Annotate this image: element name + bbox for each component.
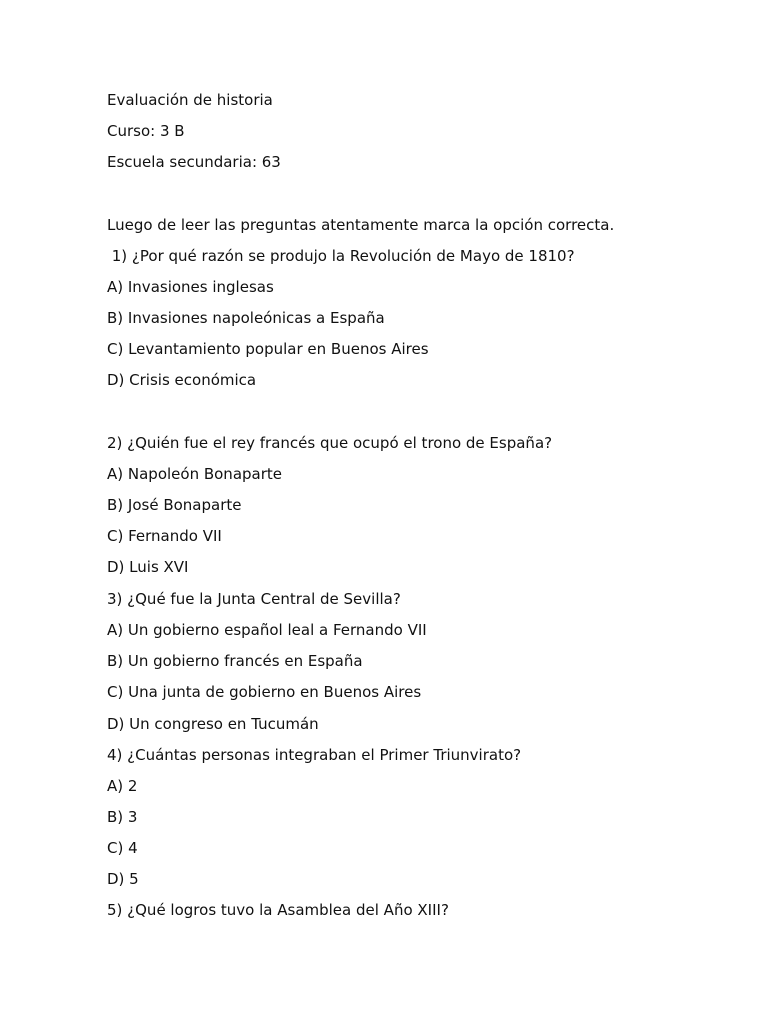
question-1-option-a: A) Invasiones inglesas — [107, 278, 274, 296]
question-4-option-c: C) 4 — [107, 839, 138, 857]
question-4-option-a: A) 2 — [107, 777, 138, 795]
question-2-option-b: B) José Bonaparte — [107, 496, 242, 514]
question-2-option-a: A) Napoleón Bonaparte — [107, 465, 282, 483]
question-4-option-d: D) 5 — [107, 870, 139, 888]
question-2-option-c: C) Fernando VII — [107, 527, 222, 545]
question-3-text: 3) ¿Qué fue la Junta Central de Sevilla? — [107, 590, 401, 608]
school-line: Escuela secundaria: 63 — [107, 153, 281, 171]
question-1-option-d: D) Crisis económica — [107, 371, 257, 389]
question-2-text: 2) ¿Quién fue el rey francés que ocupó el trono de España? — [107, 434, 553, 452]
instructions-text: Luego de leer las preguntas atentamente marca la opción correcta. — [107, 216, 615, 234]
question-1-text: 1) ¿Por qué razón se produjo la Revolución de Mayo de 1810? — [107, 247, 575, 265]
question-2-option-d: D) Luis XVI — [107, 558, 189, 576]
question-4-text: 4) ¿Cuántas personas integraban el Primer Triunvirato? — [107, 746, 522, 764]
question-1-option-b: B) Invasiones napoleónicas a España — [107, 309, 385, 327]
course-line: Curso: 3 B — [107, 122, 185, 140]
question-3-option-d: D) Un congreso en Tucumán — [107, 715, 319, 733]
document-title: Evaluación de historia — [107, 91, 273, 109]
question-5-text: 5) ¿Qué logros tuvo la Asamblea del Año XIII? — [107, 901, 449, 919]
question-3-option-b: B) Un gobierno francés en España — [107, 652, 363, 670]
question-1-option-c: C) Levantamiento popular en Buenos Aires — [107, 340, 429, 358]
question-3-option-c: C) Una junta de gobierno en Buenos Aires — [107, 683, 422, 701]
question-3-option-a: A) Un gobierno español leal a Fernando VII — [107, 621, 427, 639]
question-4-option-b: B) 3 — [107, 808, 138, 826]
